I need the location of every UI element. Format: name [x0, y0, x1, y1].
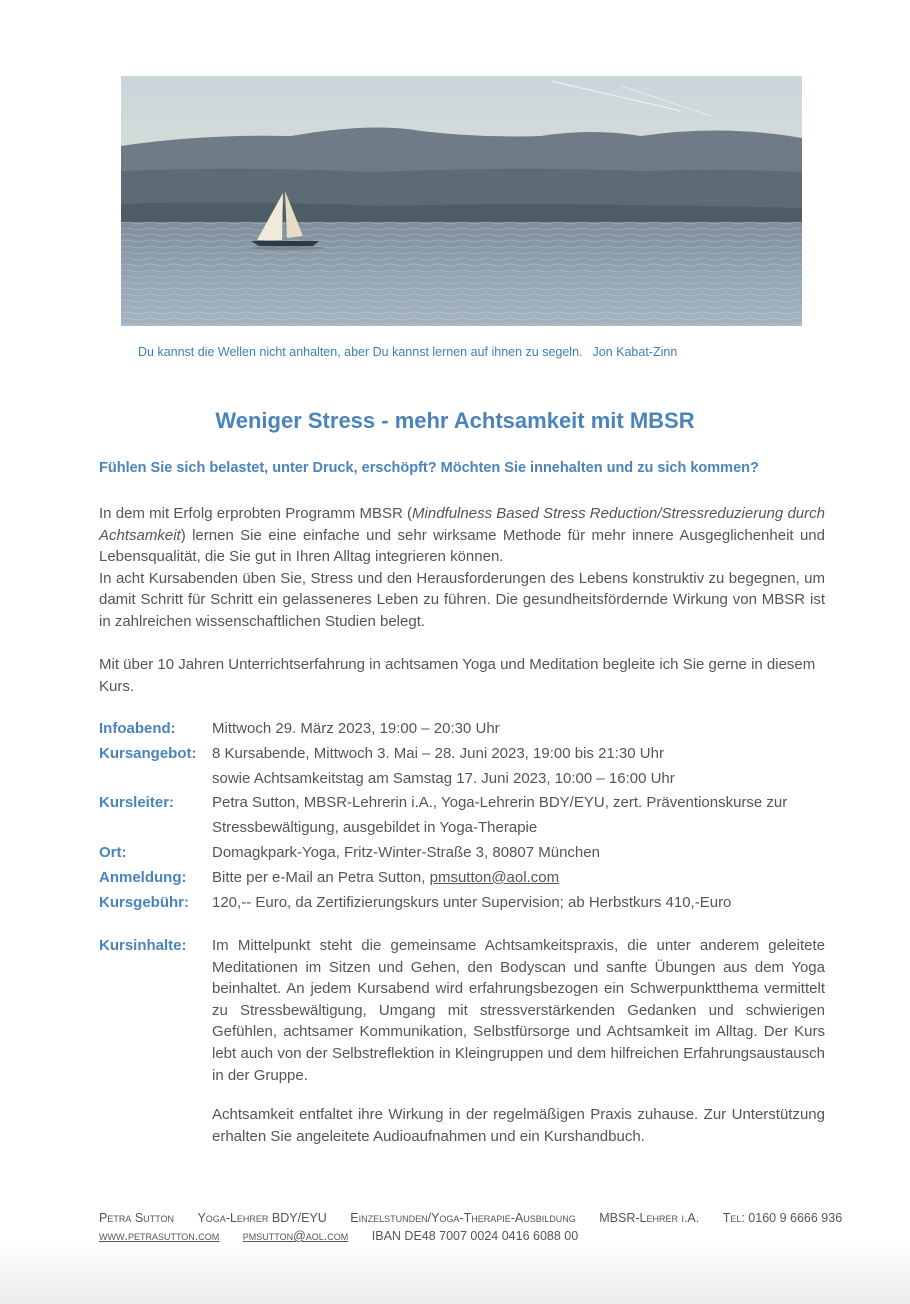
info-value: Mittwoch 29. März 2023, 19:00 – 20:30 Uhr [212, 720, 500, 737]
intro-text-end: ) lernen Sie eine einfache und sehr wirksame Methode für mehr innere Ausgeglichenheit und Lebensqualität, die Sie gut in Ihren Alltag integrieren können. [99, 526, 825, 566]
course-contents [99, 935, 825, 1147]
footer-website-link[interactable]: www.petrasutton.com [99, 1229, 220, 1243]
footer-iban: IBAN DE48 7007 0024 0416 6088 00 [371, 1229, 579, 1243]
info-row-anmeldung [99, 866, 829, 891]
page-title: Weniger Stress - mehr Achtsamkeit mit MBSR [215, 408, 695, 433]
footer-line-1 [99, 1209, 843, 1227]
info-value: 120,-- Euro, da Zertifizierungskurs unter Supervision; ab Herbstkurs 410,-Euro [212, 893, 732, 911]
info-label: Kursangebot: [99, 744, 197, 762]
footer-role: Yoga-Lehrer BDY/EYU [197, 1211, 327, 1225]
info-value: Domagkpark-Yoga, Fritz-Winter-Straße 3, 80807 München [212, 843, 600, 861]
experience-paragraph: Mit über 10 Jahren Unterrichtserfahrung in achtsamen Yoga und Meditation begleite ich Sie gerne in diesem Kurs. [99, 656, 816, 695]
footer-services: Einzelstunden/Yoga-Therapie-Ausbildung [350, 1211, 576, 1225]
anmeldung-text: Bitte per e-Mail an Petra Sutton, [212, 868, 430, 886]
info-row-kursangebot [99, 742, 829, 792]
info-value-line: 8 Kursabende, Mittwoch 3. Mai – 28. Juni 2023, 19:00 bis 21:30 Uhr [212, 744, 664, 762]
info-row-ort [99, 841, 829, 866]
contents-label: Kursinhalte: [99, 937, 187, 954]
info-label: Ort: [99, 843, 127, 861]
contents-body [212, 935, 825, 1147]
intro-second: In acht Kursabenden üben Sie, Stress und den Herausforderungen des Lebens konstruktiv zu begegnen, um damit Schritt für Schritt ein gelasseneres Leben zu führen. Die gesundheitsfördernde Wirkung von MBSR ist in zahlreichen wissenschaftlichen Studien belegt. [99, 569, 825, 630]
contents-paragraph: Im Mittelpunkt steht die gemeinsame Achtsamkeitspraxis, die unter anderem geleitete Meditationen im Sitzen und Gehen, den Bodyscan und sanfte Übungen aus dem Yoga beinhaltet. An jedem Kursabend wird erfahrungsbezogen ein Schwerpunktthema vermittelt zu Stressbewältigung, Umgang mit stressverstärkenden Gedanken und schwierigen Gefühlen, achtsamer Kommunikation, Selbstfürsorge und Achtsamkeit im Alltag. Der Kurs lebt auch von der Selbstreflektion in Kleingruppen und dem hilfreichen Erfahrungsaustausch in der Gruppe. [212, 937, 825, 1084]
footer-line-2 [99, 1227, 829, 1245]
course-info-table [99, 717, 829, 915]
info-row-kursgebuehr [99, 891, 829, 916]
info-value-line: Stressbewältigung, ausgebildet in Yoga-Therapie [212, 819, 538, 837]
intro-text-start: In dem mit Erfolg erprobten Programm MBSR ( [99, 505, 413, 522]
email-link[interactable]: pmsutton@aol.com [429, 868, 560, 886]
footer-email-link[interactable]: pmsutton@aol.com [242, 1229, 349, 1243]
info-label: Kursgebühr: [99, 893, 189, 911]
info-value-line: sowie Achtsamkeitstag am Samstag 17. Juni 2023, 10:00 – 16:00 Uhr [212, 769, 675, 787]
contents-paragraph: Achtsamkeit entfaltet ihre Wirkung in der regelmäßigen Praxis zuhause. Zur Unterstützung erhalten Sie angeleitete Audioaufnahmen und ein Kurshandbuch. [212, 1106, 825, 1145]
caption-quote: Du kannst die Wellen nicht anhalten, aber Du kannst lernen auf ihnen zu segeln. [138, 345, 583, 359]
info-label: Kursleiter: [99, 794, 175, 812]
info-row-infoabend [99, 717, 829, 742]
caption-author: Jon Kabat-Zinn [592, 345, 678, 359]
footer-tel: Tel: 0160 9 6666 936 [722, 1211, 843, 1225]
info-value [212, 791, 829, 841]
intro-paragraph [99, 503, 825, 633]
info-label: Infoabend: [99, 720, 176, 737]
footer-mbsr: MBSR-Lehrer i.A. [599, 1211, 700, 1225]
sailboat-on-lake-photo [121, 76, 802, 326]
info-label: Anmeldung: [99, 868, 187, 886]
intro-italic: Mindfulness Based Stress Reduction/Stressreduzierung durch Achtsamkeit [99, 505, 825, 544]
header-photo [121, 76, 802, 326]
info-row-kursleiter [99, 791, 829, 841]
footer-name: Petra Sutton [99, 1211, 174, 1225]
info-value-line: Petra Sutton, MBSR-Lehrerin i.A., Yoga-Lehrerin BDY/EYU, zert. Präventionskurse zur [212, 794, 788, 812]
info-value [212, 742, 829, 792]
page-bottom-shadow [0, 1244, 910, 1304]
photo-caption [138, 345, 677, 359]
page-subtitle: Fühlen Sie sich belastet, unter Druck, erschöpft? Möchten Sie innehalten und zu sich kommen? [99, 460, 759, 476]
info-value [212, 866, 829, 891]
page-footer [99, 1209, 843, 1245]
